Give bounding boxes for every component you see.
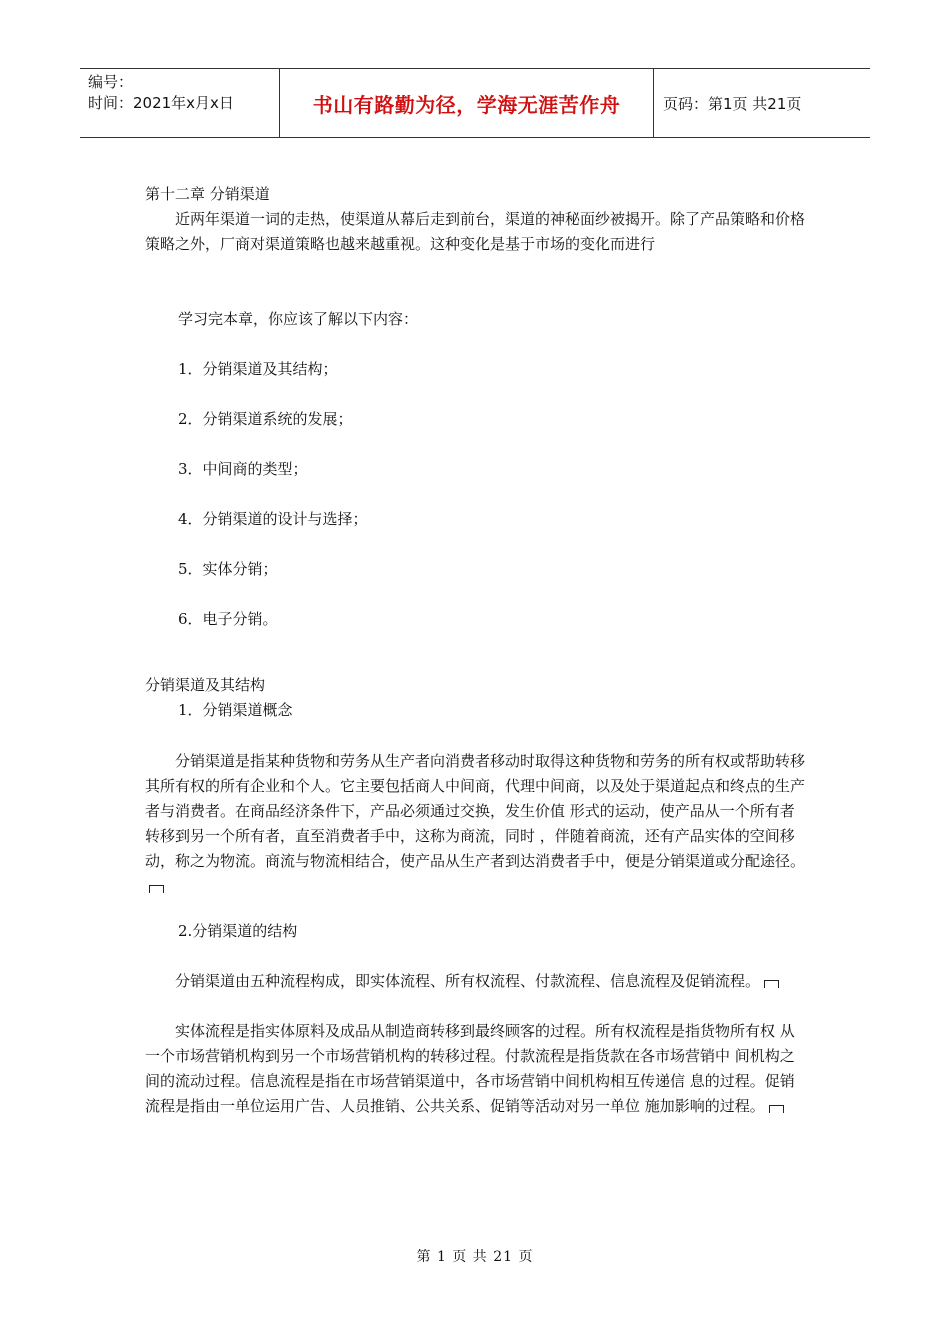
intro-paragraph: 近两年渠道一词的走热，使渠道从幕后走到前台，渠道的神秘面纱被揭开。除了产品策略和价格策略之外，厂商对渠道策略也越来越重视。这种变化是基于市场的变化而进行	[145, 210, 806, 253]
bracket-mark-icon	[769, 1105, 784, 1113]
flow-paragraph	[145, 1019, 807, 1119]
page-header	[80, 68, 870, 138]
concept-paragraph	[145, 749, 807, 899]
serial-label: 编号：	[88, 73, 134, 91]
chapter-title: 第十二章 分销渠道	[145, 185, 270, 203]
bracket-mark-icon	[764, 980, 779, 988]
objective-item: 1．分销渠道及其结构；	[178, 360, 338, 378]
objective-item: 2．分销渠道系统的发展；	[178, 410, 353, 428]
objective-item: 6．电子分销。	[178, 610, 278, 628]
concept-text: 分销渠道是指某种货物和劳务从生产者向消费者移动时取得这种货物和劳务的所有权或帮助转移其所有权的所有企业和个人。它主要包括商人中间商，代理中间商，以及处于渠道起点和终点的生产者与消费者。在商品经济条件下，产品必须通过交换，发生价值 形式的运动，使产品从一个所有者转移到另一个所有者，直至消费者手中，这称为商流，同时 ，伴随着商流，还有产品实体的空间移动，称之为物流。商流与物流相结合，使产品从生产者到达消费者手中，便是分销渠道或分配途径。	[145, 752, 806, 870]
header-page-info: 页码：第1页 共21页	[663, 94, 802, 113]
structure-paragraph	[145, 969, 807, 994]
document-body	[145, 182, 807, 1119]
objective-item: 4．分销渠道的设计与选择；	[178, 510, 368, 528]
subsection-title: 1．分销渠道概念	[178, 701, 293, 719]
subsection-title: 2.分销渠道的结构	[178, 922, 298, 940]
bracket-mark-icon	[149, 885, 164, 893]
objective-item: 5．实体分销；	[178, 560, 278, 578]
objective-item: 3．中间商的类型；	[178, 460, 308, 478]
flow-text: 实体流程是指实体原料及成品从制造商转移到最终顾客的过程。所有权流程是指货物所有权 从一个市场营销机构到另一个市场营销机构的转移过程。付款流程是指货款在各市场营销中 间机构之间的流动过程。信息流程是指在市场营销渠道中，各市场营销中间机构相互传递信 息的过程。促销流程是指由一单位运用广告、人员推销、公共关系、促销等活动对另一单位 施加影响的过程。	[145, 1022, 795, 1115]
header-motto: 书山有路勤为径，学海无涯苦作舟	[280, 69, 654, 137]
section-title: 分销渠道及其结构	[145, 676, 266, 694]
page-footer: 第 1 页 共 21 页	[416, 1249, 534, 1265]
header-meta	[80, 69, 280, 137]
structure-text: 分销渠道由五种流程构成，即实体流程、所有权流程、付款流程、信息流程及促销流程。	[175, 972, 761, 990]
learn-intro: 学习完本章，你应该了解以下内容：	[178, 310, 419, 328]
date-label: 时间：2021年x月x日	[88, 94, 234, 112]
